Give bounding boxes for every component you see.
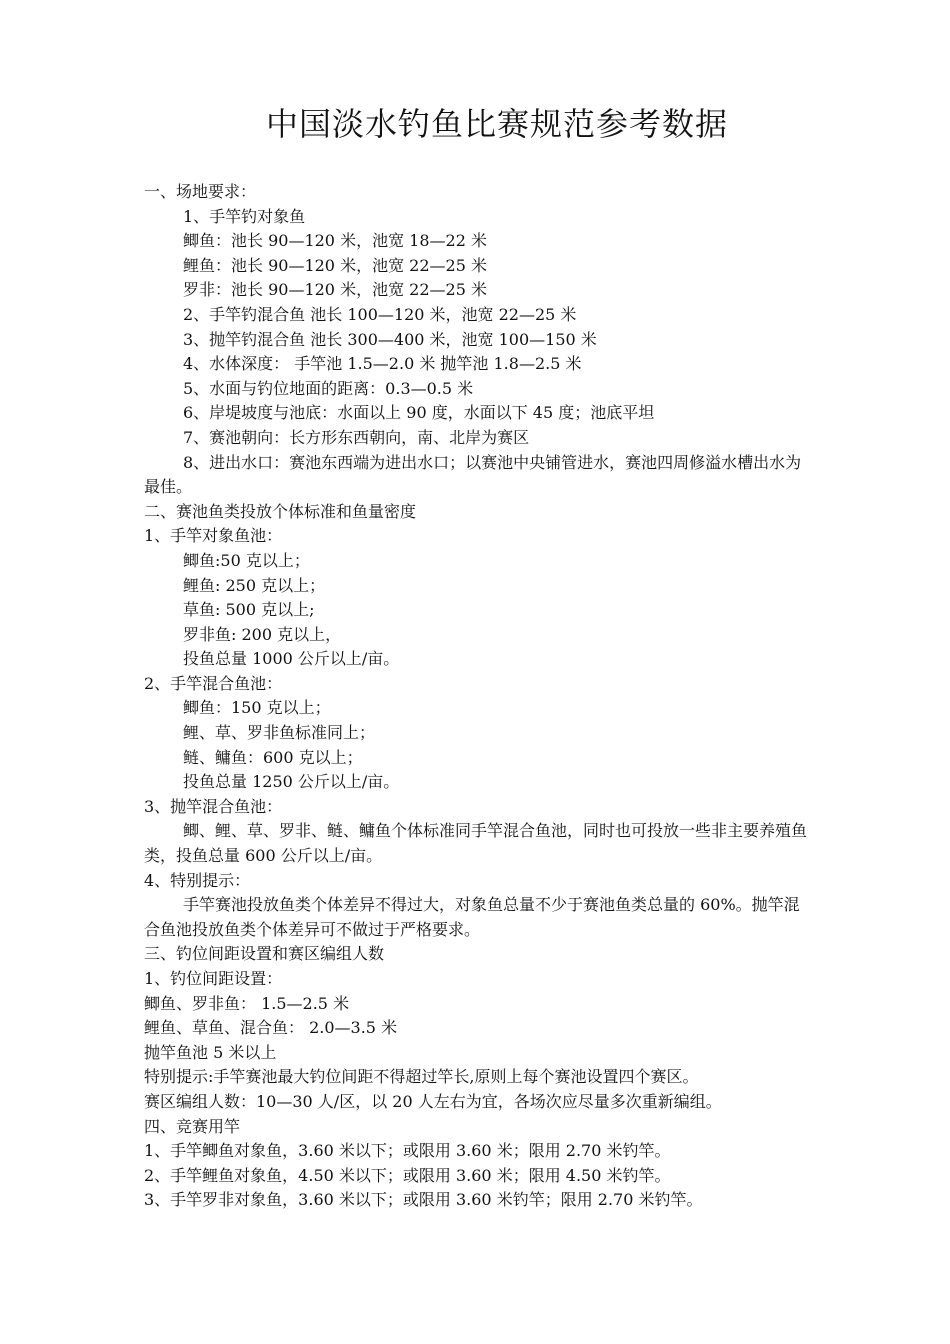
text-line: 罗非鱼: 200 克以上， [183, 624, 342, 644]
text-line: 2、手竿鲤鱼对象鱼，4.50 米以下；或限用 3.60 米；限用 4.50 米钓竿。 [144, 1165, 671, 1185]
text-line: 鲫鱼：池长 90—120 米，池宽 18—22 米 [183, 231, 487, 251]
page-title: 中国淡水钓鱼比赛规范参考数据 [266, 105, 729, 143]
text-line: 抛竿鱼池 5 米以上 [144, 1042, 277, 1062]
text-line: 罗非：池长 90—120 米，池宽 22—25 米 [183, 280, 487, 300]
text-line: 1、手竿鲫鱼对象鱼，3.60 米以下；或限用 3.60 米；限用 2.70 米钓竿。 [144, 1141, 671, 1161]
text-line: 鲤鱼、草鱼、混合鱼： 2.0—3.5 米 [144, 1018, 398, 1038]
text-line: 草鱼: 500 克以上; [183, 600, 315, 620]
text-line: 投鱼总量 1000 公斤以上/亩。 [183, 649, 400, 669]
text-line: 投鱼总量 1250 公斤以上/亩。 [183, 772, 400, 792]
text-line: 3、手竿罗非对象鱼，3.60 米以下；或限用 3.60 米钓竿；限用 2.70 米钓竿。 [144, 1190, 703, 1210]
section-heading-spacing: 三、钓位间距设置和赛区编组人数 [144, 944, 385, 964]
text-line: 赛区编组人数：10—30 人/区，以 20 人左右为宜，各场次应尽量多次重新编组。 [144, 1091, 722, 1111]
text-line: 鲤鱼: 250 克以上； [183, 575, 326, 595]
document-body [144, 180, 810, 1213]
subsection-heading: 1、钓位间距设置： [144, 969, 283, 988]
text-paragraph: 8、进出水口：赛池东西端为进出水口；以赛池中央铺管进水，赛池四周修溢水槽出水为最佳。 [144, 452, 802, 497]
text-line: 鲫鱼:50 克以上； [183, 550, 310, 570]
text-line: 4、水体深度： 手竿池 1.5—2.0 米 抛竿池 1.8—2.5 米 [183, 354, 582, 374]
subsection-heading: 2、手竿混合鱼池： [144, 673, 283, 693]
text-line: 5、水面与钓位地面的距离：0.3—0.5 米 [183, 378, 474, 398]
subsection-heading: 1、手竿对象鱼池： [144, 526, 283, 546]
text-line: 2、手竿钓混合鱼 池长 100—120 米，池宽 22—25 米 [183, 304, 577, 324]
text-line: 鲤鱼：池长 90—120 米，池宽 22—25 米 [183, 255, 487, 275]
text-paragraph: 鲫、鲤、草、罗非、鲢、鳙鱼个体标准同手竿混合鱼池，同时也可投放一些非主要养殖鱼类，投鱼总量 600 公斤以上/亩。 [144, 821, 808, 866]
section-heading-site: 一、场地要求： [144, 182, 257, 201]
text-line: 鲢、鳙鱼：600 克以上； [183, 747, 363, 767]
text-line: 鲫鱼、罗非鱼： 1.5—2.5 米 [144, 993, 350, 1013]
subsection-heading: 4、特别提示： [144, 870, 251, 890]
text-line: 特别提示:手竿赛池最大钓位间距不得超过竿长,原则上每个赛池设置四个赛区。 [144, 1067, 699, 1087]
section-heading-rods: 四、竞赛用竿 [144, 1116, 241, 1136]
text-line: 1、手竿钓对象鱼 [183, 206, 306, 226]
section-heading-stocking: 二、赛池鱼类投放个体标准和鱼量密度 [144, 501, 417, 521]
text-line: 3、抛竿钓混合鱼 池长 300—400 米，池宽 100—150 米 [183, 329, 597, 349]
text-line: 鲤、草、罗非鱼标准同上； [183, 723, 376, 743]
text-line: 6、岸堤坡度与池底：水面以上 90 度，水面以下 45 度；池底平坦 [183, 403, 655, 423]
subsection-heading: 3、抛竿混合鱼池： [144, 796, 283, 816]
text-line: 7、赛池朝向：长方形东西朝向，南、北岸为赛区 [183, 427, 530, 447]
text-line: 鲫鱼：150 克以上； [183, 698, 331, 718]
text-paragraph: 手竿赛池投放鱼类个体差异不得过大，对象鱼总量不少于赛池鱼类总量的 60%。抛竿混合鱼池投放鱼类个体差异可不做过于严格要求。 [144, 895, 800, 939]
